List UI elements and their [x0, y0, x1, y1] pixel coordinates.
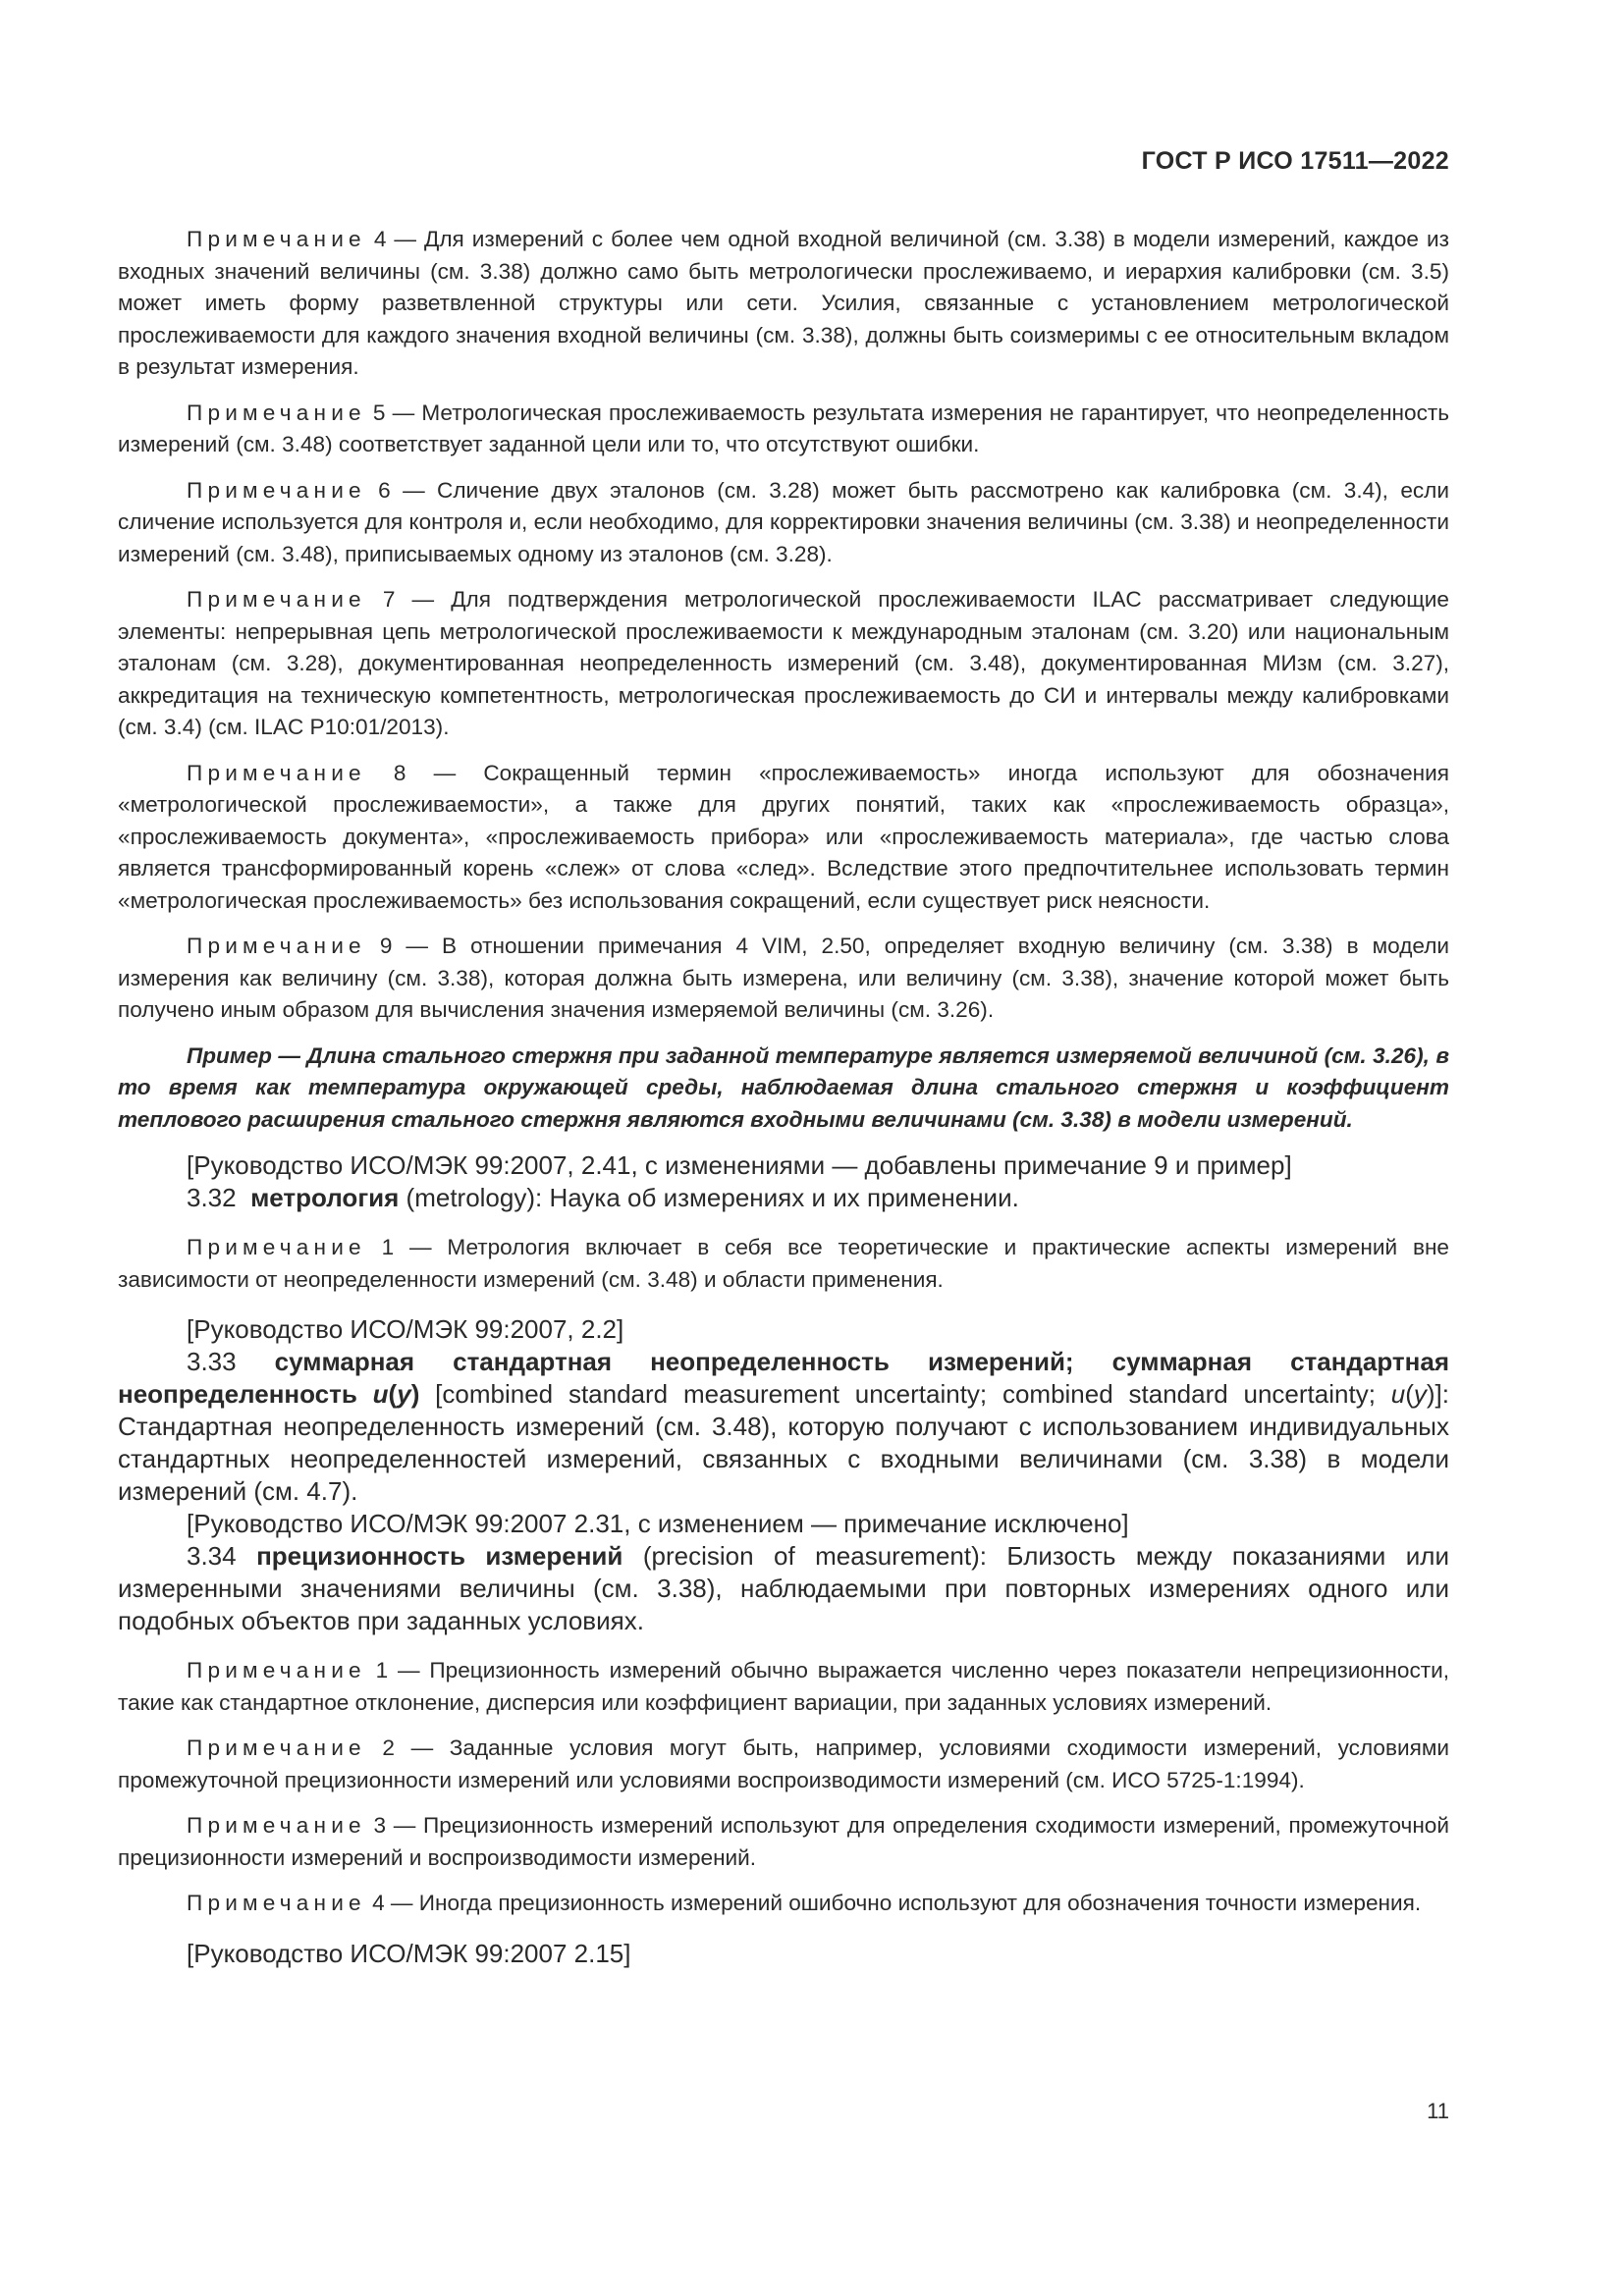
note-label: Примечание — [187, 1891, 366, 1915]
term-symbol-lparen: ( — [388, 1379, 398, 1409]
note-label: Примечание — [187, 1813, 366, 1838]
term-entry-3-32 — [118, 1182, 1449, 1214]
note-text: — Для измерений с более чем одной входной величиной (см. 3.38) в модели измерений, каждое из входных значений величины (см. 3.38) должно само быть метрологически прослеживаемо, и иерархия калибровки (см. 3.5) может иметь форму разветвленной структуры или сети. Усилия, связанные с установлением метрологической прослеживаемости для каждого значения входной величины (см. 3.38), должны быть соизмеримы с ее относительным вкладом в результат измерения. — [118, 227, 1449, 379]
note-label: Примечание — [187, 1658, 366, 1682]
note-label: Примечание — [187, 587, 366, 612]
note-label: Примечание — [187, 934, 366, 958]
note-text: — Прецизионность измерений обычно выражается численно через показатели непрецизионности, такие как стандартное отклонение, дисперсия или коэффициент вариации, при заданных условиях измерений. — [118, 1658, 1449, 1715]
note-number: 1 — [375, 1658, 389, 1682]
note-label: Примечание — [187, 760, 366, 785]
note-number: 1 — [381, 1235, 395, 1259]
source-reference: [Руководство ИСО/МЭК 99:2007 2.31, с изменением — примечание исключено] — [187, 1509, 1129, 1538]
note-number: 2 — [382, 1735, 395, 1760]
term-number: 3.32 — [187, 1183, 237, 1212]
note-number: 6 — [378, 477, 391, 503]
term-name: суммарная стандартная неопределенность измерений; суммарная стандартная неопределенность — [118, 1347, 1449, 1409]
note-text: — Метрология включает в себя все теоретические и практические аспекты измерений вне зависимости от неопределенности измерений (см. 3.48) и области применения. — [118, 1235, 1449, 1292]
note-paragraph — [118, 1810, 1449, 1874]
term-symbol-y: y — [397, 1379, 411, 1409]
note-number: 9 — [379, 934, 393, 958]
note-number: 4 — [373, 227, 387, 251]
example-paragraph: Пример — Длина стального стержня при заданной температуре является измеряемой величиной (см. 3.26), в то время как температура окружающей среды, наблюдаемая длина стального стержня и коэффициент теплового расширения стального стержня являются входными величинами (см. 3.38) в модели измерений. — [118, 1042, 1449, 1132]
term-entry-3-34 — [118, 1540, 1449, 1637]
note-label: Примечание — [187, 1235, 366, 1259]
term-english-open: [combined standard measurement uncertainty; combined standard uncertainty; — [419, 1379, 1391, 1409]
note-paragraph — [118, 1733, 1449, 1796]
note-text: — Сокращенный термин «прослеживаемость» иногда используют для обозначения «метрологической прослеживаемости», а также для других понятий, таких как «прослеживаемость образца», «прослеживаемость документа», «прослеживаемость прибора» или «прослеживаемость материала», где частью слова является трансформированный корень «слеж» от слова «след». Вследствие этого предпочтительнее использовать термин «метрологическая прослеживаемость» без использования сокращений, если существует риск неясности. — [118, 760, 1449, 913]
note-number: 7 — [382, 587, 396, 612]
source-reference: [Руководство ИСО/МЭК 99:2007, 2.41, с изменениями — добавлены примечание 9 и пример] — [187, 1150, 1292, 1180]
term-english-u: u — [1390, 1379, 1406, 1409]
term-symbol-u: u — [372, 1379, 389, 1409]
note-paragraph — [118, 398, 1449, 461]
note-paragraph — [118, 584, 1449, 744]
note-text: — Для подтверждения метрологической прослеживаемости ILAC рассматривает следующие элементы: непрерывная цепь метрологической прослеживаемости к международным эталонам (см. 3.20) или национальным эталонам (см. 3.28), документированная неопределенность измерений (см. 3.48), документированная МИзм (см. 3.27), аккредитация на техническую компетентность, метрологическая прослеживаемость до СИ и интервалы между калибровками (см. 3.4) (см. ILAC P10:01/2013). — [118, 587, 1449, 739]
note-paragraph — [118, 475, 1449, 571]
note-label: Примечание — [187, 1735, 366, 1760]
note-number: 4 — [372, 1891, 385, 1915]
term-number: 3.33 — [187, 1347, 237, 1376]
note-paragraph — [118, 224, 1449, 384]
note-paragraph — [118, 931, 1449, 1027]
term-symbol-rparen: ) — [410, 1379, 420, 1409]
note-number: 5 — [372, 400, 386, 425]
note-text: — Заданные условия могут быть, например, условиями сходимости измерений, условиями промежуточной прецизионности измерений или условиями воспроизводимости измерений (см. ИСО 5725-1:1994). — [118, 1735, 1449, 1792]
document-code-header: ГОСТ Р ИСО 17511—2022 — [1141, 147, 1449, 175]
source-reference: [Руководство ИСО/МЭК 99:2007 2.15] — [187, 1938, 631, 1968]
note-text: — В отношении примечания 4 VIM, 2.50, определяет входную величину (см. 3.38) в модели измерения как величину (см. 3.38), которая должна быть измерена, или величину (см. 3.38), значение которой может быть получено иным образом для вычисления значения измеряемой величины (см. 3.26). — [118, 934, 1449, 1022]
note-label: Примечание — [187, 477, 366, 503]
note-number: 3 — [373, 1813, 387, 1838]
term-definition: (metrology): Наука об измерениях и их применении. — [399, 1183, 1019, 1212]
note-paragraph — [118, 758, 1449, 918]
term-english-close: )]: — [1426, 1379, 1449, 1409]
term-definition: (precision of measurement): Близость между показаниями или измеренными значениями величины (см. 3.38), наблюдаемыми при повторных измерениях одного или подобных объектов при заданных условиях. — [118, 1541, 1449, 1635]
term-name: метрология — [250, 1183, 400, 1212]
note-paragraph — [118, 1888, 1449, 1920]
term-name: прецизионность измерений — [256, 1541, 623, 1571]
note-label: Примечание — [187, 400, 366, 425]
source-reference: [Руководство ИСО/МЭК 99:2007, 2.2] — [187, 1314, 624, 1344]
note-label: Примечание — [187, 227, 366, 251]
term-entry-3-33 — [118, 1346, 1449, 1508]
term-english-y: y — [1413, 1379, 1427, 1409]
note-text: — Сличение двух эталонов (см. 3.28) может быть рассмотрено как калибровка (см. 3.4), если сличение используется для контроля и, если необходимо, для корректировки значения величины (см. 3.38) и неопределенности измерений (см. 3.48), приписываемых одному из эталонов (см. 3.28). — [118, 477, 1449, 566]
note-text: — Иногда прецизионность измерений ошибочно используют для обозначения точности измерения. — [384, 1891, 1422, 1915]
term-number: 3.34 — [187, 1541, 237, 1571]
note-number: 8 — [393, 760, 406, 785]
note-text: — Метрологическая прослеживаемость результата измерения не гарантирует, что неопределенность измерений (см. 3.48) соответствует заданной цели или то, что отсутствуют ошибки. — [118, 400, 1450, 456]
note-paragraph — [118, 1655, 1449, 1719]
term-english-lparen: ( — [1405, 1379, 1414, 1409]
note-text: — Прецизионность измерений используют для определения сходимости измерений, промежуточной прецизионности измерений и воспроизводимости измерений. — [118, 1813, 1449, 1870]
note-paragraph — [118, 1232, 1449, 1296]
page-number: 11 — [1427, 2099, 1449, 2123]
term-definition: Стандартная неопределенность измерений (см. 3.48), которую получают с использованием индивидуальных стандартных неопределенностей измерений, связанных с входными величинами (см. 3.38) в модели измерений (см. 4.7). — [118, 1412, 1449, 1506]
page-body — [118, 224, 1449, 1970]
